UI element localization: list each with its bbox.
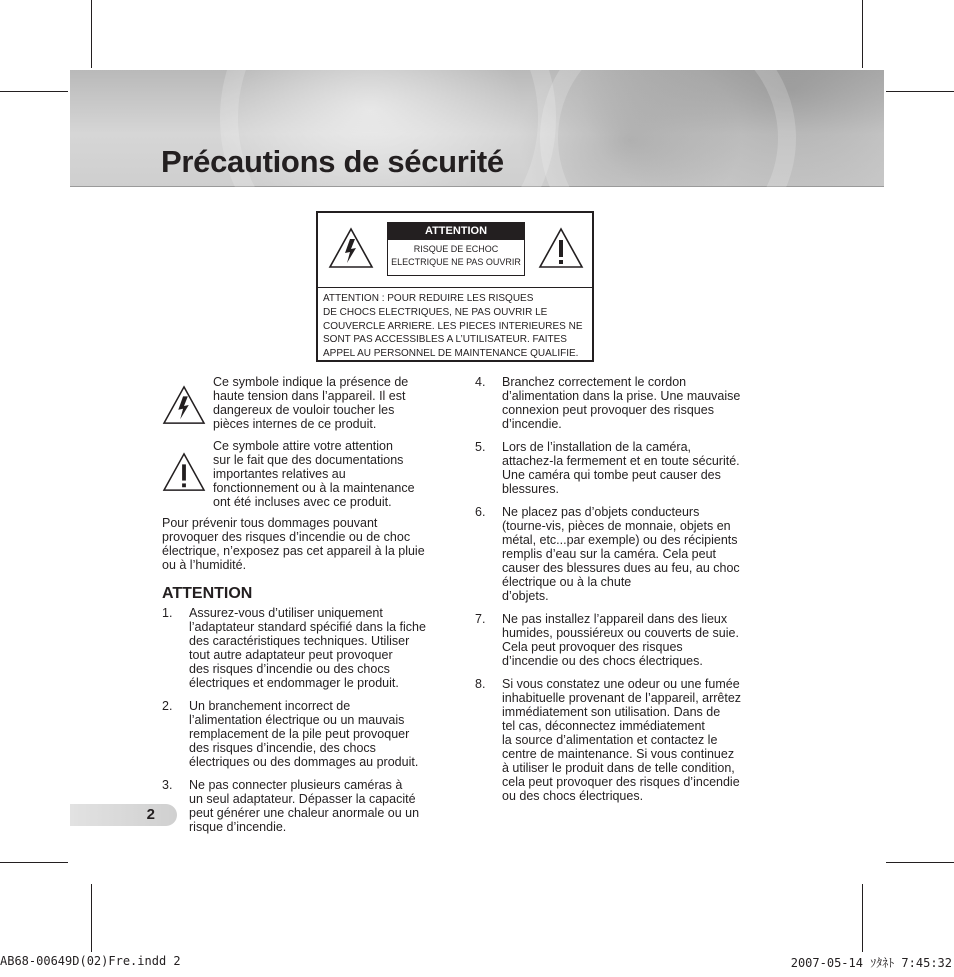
text-line: ou des chocs électriques. bbox=[502, 789, 644, 803]
print-timestamp: 2007-05-14 ｿﾀﾈﾄ 7:45:32 bbox=[790, 956, 952, 970]
item-number: 7. bbox=[475, 612, 486, 626]
crop-mark bbox=[886, 91, 954, 92]
warning-line: COUVERCLE ARRIERE. LES PIECES INTERIEURES NE bbox=[323, 320, 583, 332]
text-line: causer des blessures dues au feu, au choc bbox=[502, 561, 740, 575]
warning-line: APPEL AU PERSONNEL DE MAINTENANCE QUALIFIE. bbox=[323, 348, 579, 360]
text-line: tel cas, déconnectez immédiatement bbox=[502, 719, 705, 733]
text-line: Si vous constatez une odeur ou une fumée bbox=[502, 677, 740, 691]
text-line: Assurez-vous d’utiliser uniquement bbox=[189, 606, 383, 620]
header-banner bbox=[70, 70, 884, 187]
exclamation-triangle-icon bbox=[538, 227, 584, 269]
item-number: 5. bbox=[475, 440, 486, 454]
text-line: à utiliser le produit dans de telle condition, bbox=[502, 761, 735, 775]
precaution-list bbox=[475, 375, 763, 812]
warning-text bbox=[323, 292, 593, 361]
text-line: Ne pas installez l’appareil dans des lieux bbox=[502, 612, 728, 626]
text-line: Ce symbole indique la présence de bbox=[213, 375, 409, 389]
warning-box bbox=[316, 211, 594, 362]
symbol-description bbox=[213, 439, 448, 509]
warning-heading: ATTENTION bbox=[388, 223, 524, 240]
text-line: tout autre adaptateur peut provoquer bbox=[189, 648, 393, 662]
list-item bbox=[162, 778, 447, 834]
warning-risk-text bbox=[388, 243, 524, 269]
warning-risk-line: ELECTRIQUE NE PAS OUVRIR bbox=[391, 257, 521, 267]
warning-box-header bbox=[318, 213, 592, 288]
crop-mark bbox=[886, 862, 954, 863]
item-number: 4. bbox=[475, 375, 486, 389]
text-line: ont été incluses avec ce produit. bbox=[213, 495, 392, 509]
list-item bbox=[162, 699, 447, 769]
text-line: immédiatement son utilisation. Dans de bbox=[502, 705, 721, 719]
text-line: provoquer des risques d’incendie ou de choc bbox=[162, 530, 411, 544]
print-slug: AB68-00649D(02)Fre.indd 2 bbox=[0, 954, 181, 968]
text-line: attachez-la fermement et en toute sécurité. bbox=[502, 454, 740, 468]
text-line: Un branchement incorrect de bbox=[189, 699, 351, 713]
text-line: Ne placez pas d’objets conducteurs bbox=[502, 505, 700, 519]
warning-label bbox=[387, 222, 525, 276]
text-line: Une caméra qui tombe peut causer des bbox=[502, 468, 721, 482]
text-line: Branchez correctement le cordon bbox=[502, 375, 687, 389]
text-line: des risques d’incendie, des chocs bbox=[189, 741, 376, 755]
text-line: peut générer une chaleur anormale ou un bbox=[189, 806, 420, 820]
precaution-list bbox=[162, 606, 447, 843]
exclamation-triangle-icon bbox=[162, 452, 206, 492]
text-line: remplacement de la pile peut provoquer bbox=[189, 727, 410, 741]
page-title: Précautions de sécurité bbox=[161, 144, 504, 179]
page-number-tab bbox=[70, 804, 177, 826]
text-line: des risques d’incendie ou des chocs bbox=[189, 662, 390, 676]
list-item bbox=[475, 677, 763, 803]
list-item bbox=[475, 440, 763, 496]
text-line: d’incendie ou des chocs électriques. bbox=[502, 654, 703, 668]
item-number: 2. bbox=[162, 699, 173, 713]
text-line: humides, poussiéreux ou couverts de suie. bbox=[502, 626, 739, 640]
attention-heading: ATTENTION bbox=[162, 585, 253, 602]
list-item bbox=[162, 606, 447, 690]
item-number: 6. bbox=[475, 505, 486, 519]
warning-line: DE CHOCS ELECTRIQUES, NE PAS OUVRIR LE bbox=[323, 306, 548, 318]
text-line: électriques et endommager le produit. bbox=[189, 676, 399, 690]
warning-risk-line: RISQUE DE ECHOC bbox=[413, 244, 499, 254]
lightning-triangle-icon bbox=[328, 227, 374, 269]
item-number: 3. bbox=[162, 778, 173, 792]
text-line: l’alimentation électrique ou un mauvais bbox=[189, 713, 405, 727]
text-line: pièces internes de ce produit. bbox=[213, 417, 377, 431]
text-line: l’adaptateur standard spécifié dans la fiche bbox=[189, 620, 426, 634]
text-line: risque d’incendie. bbox=[189, 820, 287, 834]
text-line: ou à l’humidité. bbox=[162, 558, 247, 572]
item-number: 8. bbox=[475, 677, 486, 691]
list-item bbox=[475, 505, 763, 603]
text-line: sur le fait que des documentations bbox=[213, 453, 404, 467]
text-line: connexion peut provoquer des risques bbox=[502, 403, 714, 417]
text-line: électrique, n’exposez pas cet appareil à la pluie bbox=[162, 544, 425, 558]
text-line: électriques ou des dommages au produit. bbox=[189, 755, 419, 769]
text-line: Cela peut provoquer des risques bbox=[502, 640, 683, 654]
text-line: remplis d’eau sur la caméra. Cela peut bbox=[502, 547, 716, 561]
crop-mark bbox=[862, 0, 863, 68]
text-line: d’alimentation dans la prise. Une mauvaise bbox=[502, 389, 741, 403]
lightning-triangle-icon bbox=[162, 385, 206, 425]
text-line: inhabituelle provenant de l’appareil, arrêtez bbox=[502, 691, 742, 705]
text-line: Ne pas connecter plusieurs caméras à bbox=[189, 778, 403, 792]
text-line: Lors de l’installation de la caméra, bbox=[502, 440, 691, 454]
item-number: 1. bbox=[162, 606, 173, 620]
text-line: électrique ou à la chute bbox=[502, 575, 632, 589]
text-line: Ce symbole attire votre attention bbox=[213, 439, 393, 453]
text-line: d’incendie. bbox=[502, 417, 562, 431]
text-line: un seul adaptateur. Dépasser la capacité bbox=[189, 792, 416, 806]
text-line: la source d’alimentation et contactez le bbox=[502, 733, 718, 747]
text-line: haute tension dans l’appareil. Il est bbox=[213, 389, 406, 403]
text-line: cela peut provoquer des risques d’incendie bbox=[502, 775, 740, 789]
text-line: Pour prévenir tous dommages pouvant bbox=[162, 516, 378, 530]
crop-mark bbox=[862, 884, 863, 952]
text-line: (tourne-vis, pièces de monnaie, objets en bbox=[502, 519, 731, 533]
text-line: métal, etc...par exemple) ou des récipients bbox=[502, 533, 738, 547]
intro-paragraph bbox=[162, 516, 447, 572]
text-line: importantes relatives au bbox=[213, 467, 346, 481]
text-line: dangereux de vouloir toucher les bbox=[213, 403, 395, 417]
text-line: fonctionnement ou à la maintenance bbox=[213, 481, 415, 495]
page-number: 2 bbox=[146, 806, 155, 823]
crop-mark bbox=[91, 884, 92, 952]
text-line: des caractéristiques techniques. Utiliser bbox=[189, 634, 410, 648]
list-item bbox=[475, 612, 763, 668]
crop-mark bbox=[0, 862, 68, 863]
crop-mark bbox=[91, 0, 92, 68]
list-item bbox=[475, 375, 763, 431]
warning-line: ATTENTION : POUR REDUIRE LES RISQUES bbox=[323, 293, 534, 304]
text-line: blessures. bbox=[502, 482, 559, 496]
warning-line: SONT PAS ACCESSIBLES A L’UTILISATEUR. FAITES bbox=[323, 334, 567, 346]
crop-mark bbox=[0, 91, 68, 92]
text-line: d’objets. bbox=[502, 589, 549, 603]
text-line: centre de maintenance. Si vous continuez bbox=[502, 747, 735, 761]
symbol-description bbox=[213, 375, 448, 431]
